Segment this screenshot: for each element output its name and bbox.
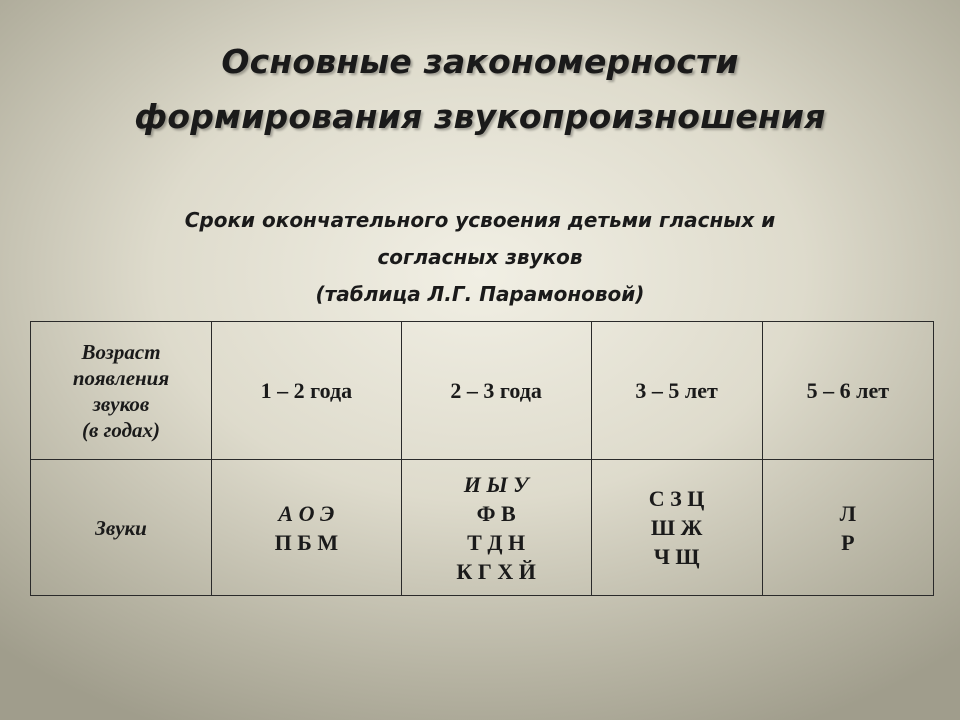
header-label-cell — [31, 322, 212, 460]
sounds-line: А О Э — [278, 500, 335, 526]
sounds-line: Ш Ж — [650, 515, 703, 540]
sounds-cell-3-5 — [591, 460, 762, 596]
sounds-cell-5-6 — [762, 460, 933, 596]
caption-line-3: (таблица Л.Г. Парамоновой) — [315, 282, 645, 306]
header-label-line: появления — [72, 365, 170, 390]
sounds-line: И Ы У — [463, 471, 529, 497]
table-sounds-row — [31, 460, 934, 596]
age-cell-3-5: 3 – 5 лет — [591, 322, 762, 460]
sounds-line: П Б М — [274, 529, 339, 555]
sounds-line: Р — [841, 529, 855, 555]
sounds-line: Л — [839, 500, 857, 526]
header-label-line: (в годах) — [81, 417, 160, 442]
sounds-label-cell: Звуки — [31, 460, 212, 596]
table-header-row — [31, 322, 934, 460]
title-line-1: Основные закономерности — [221, 42, 739, 81]
sounds-line: Ч Щ — [653, 544, 700, 569]
sounds-line: К Г Х Й — [456, 558, 536, 584]
sounds-line: Т Д Н — [467, 529, 526, 555]
slide-title — [60, 34, 900, 144]
sounds-line: Ф В — [476, 500, 516, 526]
title-line-2: формирования звукопроизношения — [134, 97, 826, 136]
sounds-cell-1-2 — [212, 460, 402, 596]
sound-acquisition-table — [30, 321, 934, 596]
caption-line-2: согласных звуков — [377, 245, 583, 269]
sounds-line: С З Ц — [648, 486, 705, 511]
caption-line-1: Сроки окончательного усвоения детьми гласных и — [184, 208, 776, 232]
age-cell-5-6: 5 – 6 лет — [762, 322, 933, 460]
table-caption — [60, 202, 900, 313]
age-cell-2-3: 2 – 3 года — [401, 322, 591, 460]
header-label-line: звуков — [92, 391, 150, 416]
age-cell-1-2: 1 – 2 года — [212, 322, 402, 460]
header-label-line: Возраст — [81, 339, 161, 364]
sounds-cell-2-3 — [401, 460, 591, 596]
